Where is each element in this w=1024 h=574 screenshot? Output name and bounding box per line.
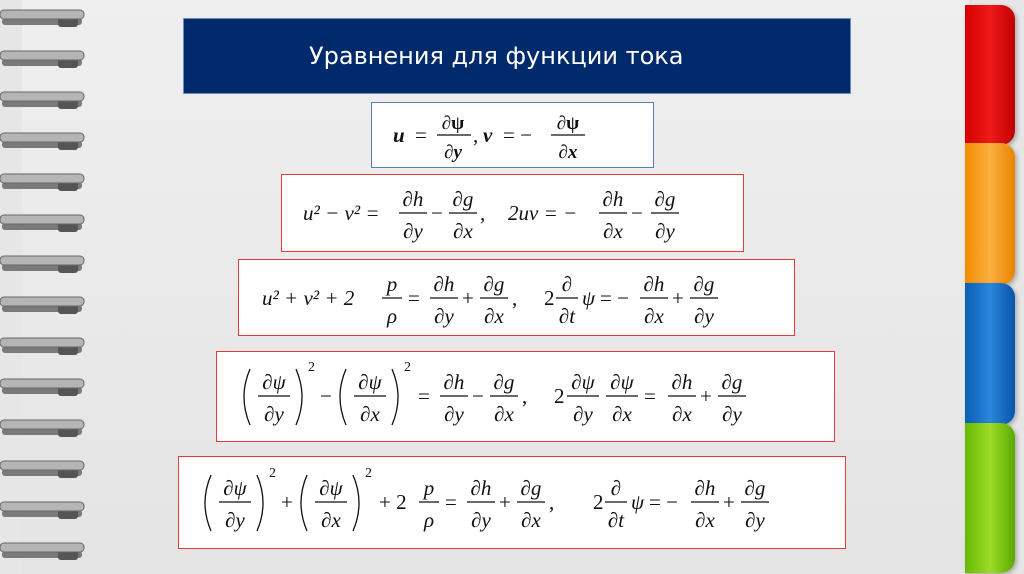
eq-text: ∂y xyxy=(443,142,462,163)
eq-text: 2 xyxy=(269,465,276,481)
eq-text: ρ xyxy=(386,303,397,328)
eq-text: ∂g xyxy=(520,475,542,500)
eq-text: = − xyxy=(649,489,678,514)
eq-text: ∂g xyxy=(483,271,504,296)
eq-text: ∂x xyxy=(521,507,541,532)
spiral-coil xyxy=(0,338,84,355)
eq-text: ∂y xyxy=(433,303,454,328)
equation-2-svg xyxy=(262,263,772,333)
eq-text: ∂x xyxy=(483,303,504,328)
eq-text: = xyxy=(407,285,420,310)
eq-text: ∂x xyxy=(671,401,692,426)
eq-text: 2 xyxy=(553,383,564,408)
eq-text: ∂t xyxy=(558,303,575,328)
eq-text: ∂ xyxy=(561,271,572,296)
paren-left xyxy=(301,475,307,531)
eq-text: ∂x xyxy=(452,219,473,243)
tab-green[interactable] xyxy=(965,423,1015,573)
eq-text: ∂y xyxy=(402,219,423,243)
eq-text: 2 xyxy=(543,285,554,310)
eq-text: ∂x xyxy=(695,507,715,532)
eq-text: = − xyxy=(599,285,629,310)
paren-left xyxy=(205,475,211,531)
eq-text: + xyxy=(699,383,712,408)
eq-text: = xyxy=(445,489,457,514)
eq-text: + 2 xyxy=(379,489,407,514)
eq-text: ∂y xyxy=(572,401,593,426)
eq-text: − xyxy=(630,201,643,225)
eq-text: = xyxy=(414,123,427,147)
eq-text: + xyxy=(671,285,684,310)
eq-text: 2uv = − xyxy=(507,201,577,225)
tab-blue[interactable] xyxy=(965,283,1015,425)
eq-text: ∂h xyxy=(602,187,623,211)
eq-text: ∂ψ xyxy=(556,113,579,134)
spiral-coil xyxy=(0,133,84,150)
eq-text: ∂g xyxy=(744,475,766,500)
spiral-coil xyxy=(0,51,84,68)
equation-4 xyxy=(178,456,846,549)
spiral-coil xyxy=(0,379,84,396)
eq-text: ∂y xyxy=(263,401,284,426)
eq-text: + xyxy=(499,489,511,514)
spiral-coil xyxy=(0,543,84,560)
eq-text: ρ xyxy=(423,507,435,532)
eq-text: ∂g xyxy=(721,369,742,394)
paren-left xyxy=(244,369,250,425)
eq-text: + xyxy=(461,285,474,310)
eq-text: , xyxy=(511,285,517,310)
eq-text: 2 xyxy=(593,489,604,514)
eq-text: ∂y xyxy=(471,507,491,532)
spiral-coil xyxy=(0,502,84,519)
eq-text: ψ xyxy=(581,285,595,310)
eq-text: ∂h xyxy=(433,271,454,296)
eq-text: u² − v² = xyxy=(302,201,380,225)
eq-text: ∂x xyxy=(643,303,664,328)
eq-text: ∂x xyxy=(359,401,380,426)
eq-text: 2 xyxy=(365,465,372,481)
eq-text: ∂ψ xyxy=(441,113,464,134)
eq-text: 2 xyxy=(307,359,315,375)
eq-text: ∂ψ xyxy=(357,369,382,394)
eq-text: = − xyxy=(502,123,532,147)
eq-text: ∂h xyxy=(671,369,692,394)
eq-text: ∂ψ xyxy=(223,475,247,500)
notebook-tabs xyxy=(965,0,1024,574)
spiral-coil xyxy=(0,174,84,191)
eq-text: , xyxy=(472,123,478,147)
eq-text: ∂ xyxy=(610,475,622,500)
eq-text: = xyxy=(643,383,656,408)
equation-velocity-svg xyxy=(393,105,633,165)
eq-text: ∂x xyxy=(558,142,577,163)
eq-text: = xyxy=(417,383,430,408)
eq-text: ∂y xyxy=(443,401,464,426)
paren-right xyxy=(257,475,263,531)
eq-text: ∂y xyxy=(745,507,765,532)
slide-title: Уравнения для функции тока xyxy=(309,42,684,70)
eq-text: − xyxy=(471,383,484,408)
eq-text: ∂t xyxy=(607,507,625,532)
eq-text: p xyxy=(386,271,397,296)
eq-text: ∂g xyxy=(693,271,714,296)
equation-4-svg xyxy=(197,460,827,546)
eq-text: u² + v² + 2 xyxy=(261,285,354,310)
eq-text: ∂g xyxy=(452,187,473,211)
equation-velocity-definition xyxy=(371,102,654,168)
equation-1 xyxy=(281,174,744,252)
paren-right xyxy=(353,475,359,531)
eq-text: ∂h xyxy=(694,475,716,500)
eq-text: ∂ψ xyxy=(570,369,595,394)
spiral-binding xyxy=(0,0,100,574)
eq-text: ∂h xyxy=(402,187,423,211)
eq-text: ∂h xyxy=(470,475,492,500)
spiral-coil xyxy=(0,420,84,437)
paren-right xyxy=(296,369,302,425)
eq-text: v xyxy=(482,123,492,147)
paren-left xyxy=(340,369,346,425)
spiral-coil xyxy=(0,461,84,478)
eq-text: p xyxy=(423,475,435,500)
eq-text: − xyxy=(319,383,332,408)
spiral-coil xyxy=(0,256,84,273)
eq-text: ∂x xyxy=(321,507,341,532)
eq-text: ∂g xyxy=(493,369,514,394)
eq-text: ∂ψ xyxy=(319,475,343,500)
slide-title-bar xyxy=(183,18,851,94)
eq-text: ∂x xyxy=(611,401,632,426)
eq-text: ∂y xyxy=(654,219,675,243)
eq-text: ∂x xyxy=(493,401,514,426)
equation-3-svg xyxy=(236,355,816,439)
equation-2 xyxy=(238,259,795,336)
eq-text: ∂x xyxy=(602,219,623,243)
eq-text: u xyxy=(392,123,405,147)
eq-text: , xyxy=(521,383,527,408)
eq-text: 2 xyxy=(403,359,411,375)
eq-text: ∂g xyxy=(654,187,675,211)
tab-orange[interactable] xyxy=(965,143,1015,285)
eq-text: ∂y xyxy=(721,401,742,426)
spiral-coil xyxy=(0,297,84,314)
spiral-coil xyxy=(0,215,84,232)
spiral-coil xyxy=(0,10,84,27)
equation-1-svg xyxy=(303,178,723,248)
tab-red[interactable] xyxy=(965,5,1015,145)
eq-text: ∂ψ xyxy=(609,369,634,394)
eq-text: ∂ψ xyxy=(261,369,286,394)
eq-text: + xyxy=(281,489,293,514)
eq-text: ψ xyxy=(631,489,645,514)
eq-text: ∂h xyxy=(643,271,664,296)
eq-text: − xyxy=(430,201,443,225)
eq-text: ∂h xyxy=(443,369,464,394)
equation-3 xyxy=(216,351,835,442)
eq-text: + xyxy=(723,489,735,514)
eq-text: , xyxy=(479,201,485,225)
eq-text: ∂y xyxy=(693,303,714,328)
paren-right xyxy=(392,369,398,425)
spiral-coil xyxy=(0,92,84,109)
eq-text: , xyxy=(549,489,555,514)
eq-text: ∂y xyxy=(225,507,245,532)
